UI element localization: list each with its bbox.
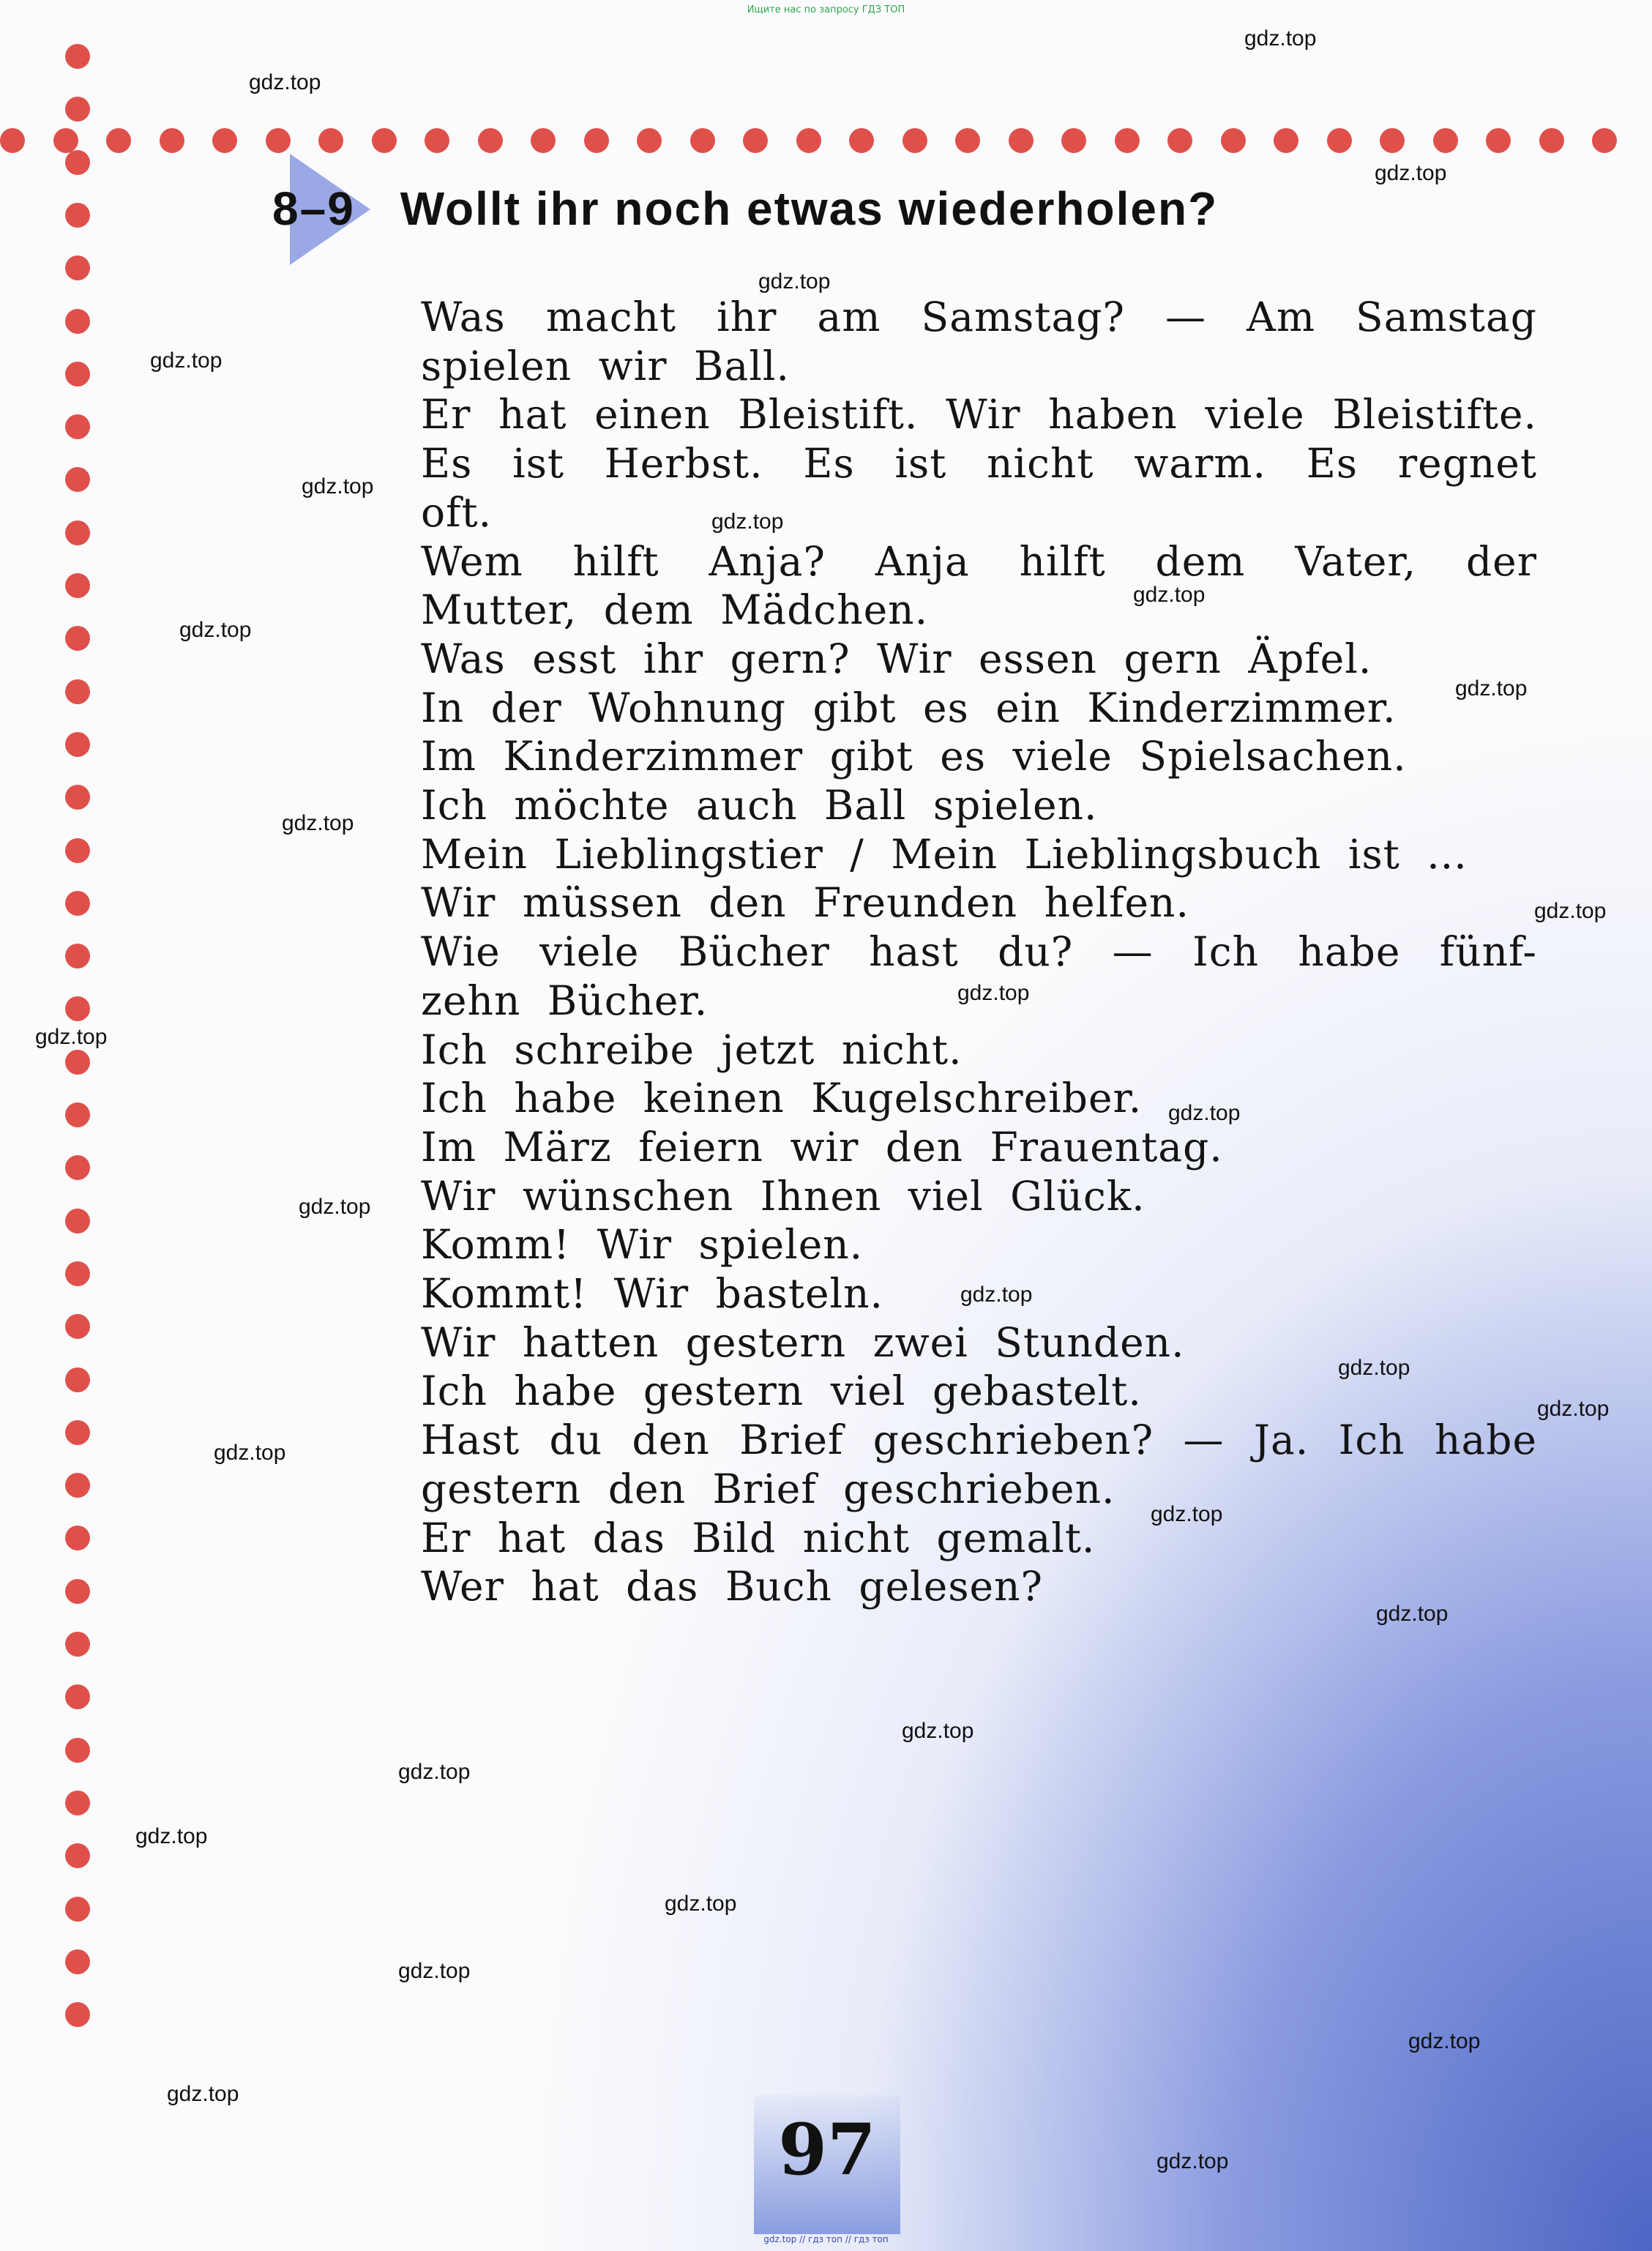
watermark: gdz.top <box>957 981 1030 1005</box>
red-dot-icon <box>637 128 662 153</box>
watermark: gdz.top <box>214 1441 286 1465</box>
watermark: gdz.top <box>960 1283 1033 1307</box>
watermark: gdz.top <box>150 348 223 373</box>
red-dot-icon <box>1539 128 1564 153</box>
watermark: gdz.top <box>135 1824 208 1848</box>
red-dot-icon <box>65 1526 90 1550</box>
red-dot-icon <box>1115 128 1140 153</box>
red-dot-icon <box>1221 128 1246 153</box>
red-dot-icon <box>1327 128 1352 153</box>
text-line: oft. <box>421 488 493 536</box>
watermark: gdz.top <box>1537 1397 1610 1421</box>
watermark: gdz.top <box>398 1959 471 1983</box>
red-dot-icon <box>425 128 449 153</box>
text-line: Mutter, dem Mädchen. <box>421 586 929 634</box>
red-dot-icon <box>65 362 90 387</box>
red-dot-icon <box>955 128 980 153</box>
red-dot-icon <box>743 128 768 153</box>
text-line: Wir wünschen Ihnen viel Glück. <box>421 1172 1145 1220</box>
watermark: gdz.top <box>302 474 374 499</box>
watermark: gdz.top <box>902 1719 974 1743</box>
red-dot-icon <box>65 785 90 810</box>
text-line: Wir müssen den Freunden helfen. <box>421 879 1189 927</box>
section-title: Wollt ihr noch etwas wiederholen? <box>400 182 1219 235</box>
watermark: gdz.top <box>282 811 354 835</box>
red-dot-icon <box>160 128 184 153</box>
text-line: Was macht ihr am Samstag? — Am Samstag <box>421 294 1537 340</box>
red-dot-icon <box>65 1155 90 1180</box>
red-dot-icon <box>65 1420 90 1445</box>
text-line: Im Kinderzimmer gibt es viele Spielsachen. <box>421 733 1407 780</box>
red-dot-icon <box>65 1261 90 1286</box>
red-dot-icon <box>796 128 821 153</box>
watermark: gdz.top <box>1156 2149 1229 2173</box>
text-line: Wer hat das Buch gelesen? <box>421 1563 1044 1610</box>
text-line: Mein Lieblingstier / Mein Lieblingsbuch ist ... <box>421 830 1468 878</box>
watermark: gdz.top <box>1338 1356 1410 1380</box>
red-dot-icon <box>106 128 131 153</box>
red-dot-icon <box>1486 128 1511 153</box>
text-line: Wir hatten gestern zwei Stunden. <box>421 1318 1185 1366</box>
red-dot-icon <box>65 1791 90 1815</box>
red-dot-icon <box>65 2002 90 2027</box>
red-dot-icon <box>318 128 343 153</box>
section-number: 8–9 <box>272 182 355 235</box>
top-caption: Ищите нас по запросу ГДЗ ТОП <box>747 4 905 15</box>
watermark: gdz.top <box>398 1760 471 1784</box>
red-dot-icon <box>1592 128 1617 153</box>
red-dot-icon <box>212 128 237 153</box>
text-line: Was esst ihr gern? Wir essen gern Äpfel. <box>421 635 1372 682</box>
watermark: gdz.top <box>665 1892 737 1916</box>
red-dot-icon <box>0 128 25 153</box>
watermark: gdz.top <box>711 509 784 534</box>
red-dot-icon <box>1380 128 1405 153</box>
text-line: spielen wir Ball. <box>421 342 790 389</box>
text-line: Ich möchte auch Ball spielen. <box>421 782 1098 829</box>
text-line: Im März feiern wir den Frauentag. <box>421 1123 1223 1171</box>
red-dot-icon <box>690 128 715 153</box>
text-line: Ich habe keinen Kugelschreiber. <box>421 1075 1143 1122</box>
section-heading <box>272 182 1517 236</box>
red-dot-icon <box>266 128 291 153</box>
red-dot-icon <box>65 732 90 757</box>
red-dot-icon <box>65 838 90 863</box>
red-dot-icon <box>65 1050 90 1075</box>
text-line: Hast du den Brief geschrieben? — Ja. Ich habe <box>421 1416 1537 1464</box>
watermark: gdz.top <box>1133 583 1206 607</box>
red-dot-icon <box>65 1102 90 1127</box>
text-line: gestern den Brief geschrieben. <box>421 1465 1115 1512</box>
red-dot-icon <box>1274 128 1298 153</box>
watermark: gdz.top <box>1455 676 1528 701</box>
red-dot-icon <box>1167 128 1192 153</box>
text-line: Wem hilft Anja? Anja hilft dem Vater, der <box>421 537 1537 585</box>
watermark: gdz.top <box>167 2082 239 2106</box>
watermark: gdz.top <box>1151 1502 1223 1526</box>
red-dot-icon <box>478 128 503 153</box>
watermark: gdz.top <box>35 1025 108 1049</box>
red-dot-icon <box>65 203 90 228</box>
text-line: zehn Bücher. <box>421 977 709 1024</box>
red-dot-icon <box>65 1843 90 1868</box>
red-dot-icon <box>65 44 90 69</box>
red-dot-icon <box>65 1632 90 1657</box>
text-line: Ich habe gestern viel gebastelt. <box>421 1367 1142 1415</box>
red-dot-icon <box>65 573 90 598</box>
red-dot-icon <box>65 626 90 651</box>
watermark: gdz.top <box>1168 1101 1241 1125</box>
red-dot-icon <box>372 128 397 153</box>
watermark: gdz.top <box>1408 2029 1481 2053</box>
red-dot-icon <box>65 996 90 1021</box>
watermark: gdz.top <box>299 1195 371 1219</box>
page-number: 97 <box>754 2095 900 2234</box>
text-line: Er hat das Bild nicht gemalt. <box>421 1514 1096 1561</box>
text-line: In der Wohnung gibt es ein Kinderzimmer. <box>421 684 1397 731</box>
text-line: Komm! Wir spielen. <box>421 1221 864 1269</box>
text-line: Kommt! Wir basteln. <box>421 1270 884 1318</box>
red-dot-icon <box>65 1897 90 1922</box>
watermark: gdz.top <box>1244 26 1317 51</box>
watermark: gdz.top <box>1534 899 1607 923</box>
bottom-caption: gdz.top // гдз топ // гдз топ <box>763 2234 889 2244</box>
red-dot-icon <box>65 1209 90 1233</box>
red-dot-icon <box>1433 128 1458 153</box>
red-dot-icon <box>65 1579 90 1604</box>
text-line: Ich schreibe jetzt nicht. <box>421 1026 963 1073</box>
red-dot-icon <box>584 128 609 153</box>
red-dot-icon <box>65 1949 90 1974</box>
red-dot-icon <box>65 414 90 439</box>
red-dot-icon <box>1009 128 1034 153</box>
red-dot-icon <box>849 128 874 153</box>
watermark: gdz.top <box>1375 161 1447 185</box>
dot-border-horizontal <box>0 127 1652 154</box>
watermark: gdz.top <box>249 70 321 94</box>
watermark: gdz.top <box>758 269 831 294</box>
red-dot-icon <box>65 97 90 122</box>
red-dot-icon <box>65 891 90 916</box>
red-dot-icon <box>65 520 90 545</box>
red-dot-icon <box>65 150 90 175</box>
watermark: gdz.top <box>179 618 252 642</box>
exercise-text <box>421 293 1537 1611</box>
red-dot-icon <box>65 1314 90 1339</box>
red-dot-icon <box>65 944 90 968</box>
text-line: Wie viele Bücher hast du? — Ich habe fünf- <box>421 928 1537 976</box>
red-dot-icon <box>65 255 90 280</box>
red-dot-icon <box>65 1738 90 1763</box>
red-dot-icon <box>65 679 90 704</box>
red-dot-icon <box>65 1684 90 1709</box>
red-dot-icon <box>65 467 90 492</box>
red-dot-icon <box>1061 128 1086 153</box>
text-line: Er hat einen Bleistift. Wir haben viele Bleistifte. <box>421 391 1537 438</box>
text-line: Es ist Herbst. Es ist nicht warm. Es regnet <box>421 440 1537 488</box>
red-dot-icon <box>65 309 90 334</box>
red-dot-icon <box>902 128 927 153</box>
red-dot-icon <box>531 128 556 153</box>
red-dot-icon <box>65 1367 90 1392</box>
watermark: gdz.top <box>1376 1602 1449 1626</box>
red-dot-icon <box>65 1473 90 1498</box>
